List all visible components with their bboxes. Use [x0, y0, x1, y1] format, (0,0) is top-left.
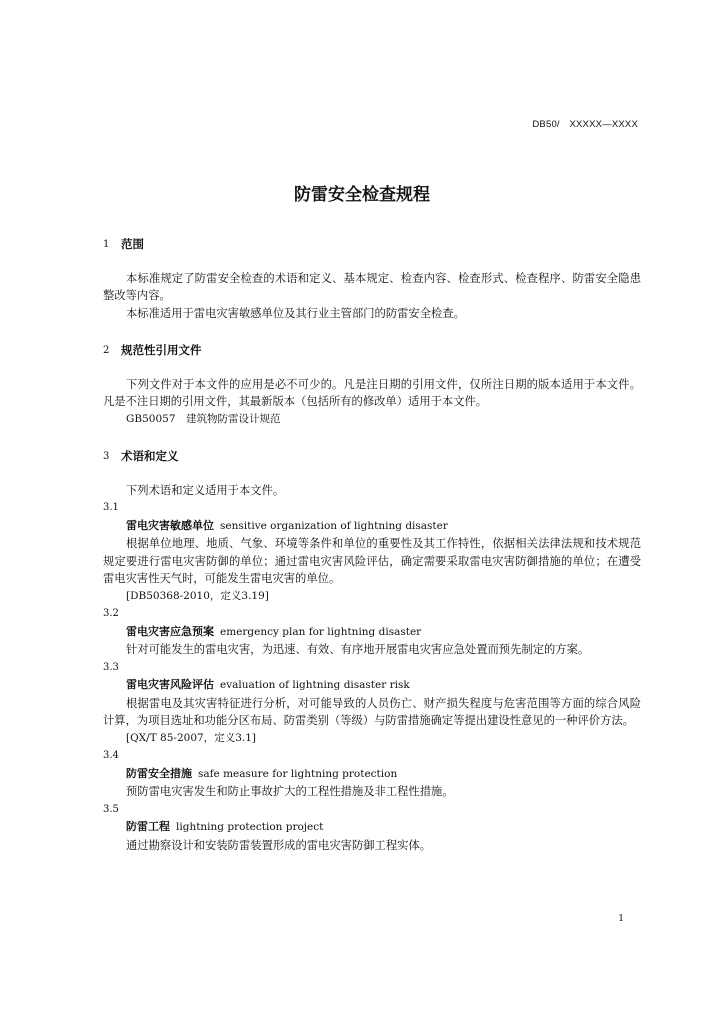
term-source: [DB50368-2010，定义3.19] [126, 589, 269, 602]
section-heading-terms-definitions [103, 448, 641, 466]
term-english: sensitive organization of lightning disaster [220, 519, 448, 532]
section-title: 范围 [121, 237, 144, 251]
section-heading-scope [103, 236, 641, 254]
term-entry [103, 818, 641, 837]
term-entry [103, 676, 641, 695]
term-number: 3.1 [103, 502, 119, 513]
section-title: 规范性引用文件 [121, 343, 202, 357]
term-chinese: 防雷安全措施 [126, 766, 192, 780]
page-number: 1 [618, 914, 624, 924]
standard-code: DB50/ XXXXX—XXXX [532, 119, 638, 130]
term-english: lightning protection project [176, 821, 324, 833]
term-number: 3.4 [103, 750, 119, 761]
document-body [103, 236, 641, 854]
term-definition: 针对可能发生的雷电灾害，为迅速、有效、有序地开展雷电灾害应急处置而预先制定的方案。 [126, 643, 590, 656]
term-number: 3.2 [103, 608, 119, 619]
term-chinese: 雷电灾害应急预案 [126, 624, 214, 638]
paragraph: 本标准规定了防雷安全检查的术语和定义、基本规定、检查内容、检查形式、检查程序、防雷安全隐患整改等内容。 [103, 271, 641, 302]
paragraph: 下列术语和定义适用于本文件。 [126, 483, 285, 497]
term-definition: 预防雷电灾害发生和防止事故扩大的工程性措施及非工程性措施。 [126, 785, 454, 798]
term-chinese: 雷电灾害敏感单位 [126, 518, 214, 532]
section-number: 1 [103, 239, 110, 250]
term-entry [103, 623, 641, 642]
term-source: [QX/T 85-2007，定义3.1] [126, 731, 256, 744]
term-number: 3.3 [103, 661, 119, 673]
section-title: 术语和定义 [121, 449, 179, 463]
term-number: 3.5 [103, 803, 119, 815]
term-definition: 通过勘察设计和安装防雷装置形成的雷电灾害防御工程实体。 [126, 838, 432, 852]
section-heading-normative-references [103, 342, 641, 360]
term-english: evaluation of lightning disaster risk [220, 679, 410, 691]
term-entry [103, 517, 641, 536]
term-english: safe measure for lightning protection [198, 767, 398, 780]
document-title: 防雷安全检查规程 [294, 185, 430, 205]
section-number: 2 [103, 345, 110, 356]
term-english: emergency plan for lightning disaster [220, 625, 422, 638]
term-definition: 根据雷电及其灾害特征进行分析，对可能导致的人员伤亡、财产损失程度与危害范围等方面的综合风险计算，为项目选址和功能分区布局、防雷类别（等级）与防雷措施确定等提出建设性意见的一种评价方法。 [103, 696, 641, 727]
term-definition: 根据单位地理、地质、气象、环境等条件和单位的重要性及其工作特性，依据相关法律法规和技术规范规定要进行雷电灾害防御的单位；通过雷电灾害风险评估，确定需要采取雷电灾害防御措施的单位；在遭受雷电灾害性天气时，可能发生雷电灾害的单位。 [103, 537, 641, 585]
section-number: 3 [103, 451, 110, 462]
reference-entry: GB50057 建筑物防雷设计规范 [126, 412, 281, 425]
term-chinese: 防雷工程 [126, 820, 170, 833]
paragraph: 本标准适用于雷电灾害敏感单位及其行业主管部门的防雷安全检查。 [126, 306, 465, 320]
term-entry [103, 765, 641, 784]
term-chinese: 雷电灾害风险评估 [126, 678, 214, 691]
paragraph: 下列文件对于本文件的应用是必不可少的。凡是注日期的引用文件，仅所注日期的版本适用于本文件。凡是不注日期的引用文件，其最新版本（包括所有的修改单）适用于本文件。 [103, 377, 641, 408]
